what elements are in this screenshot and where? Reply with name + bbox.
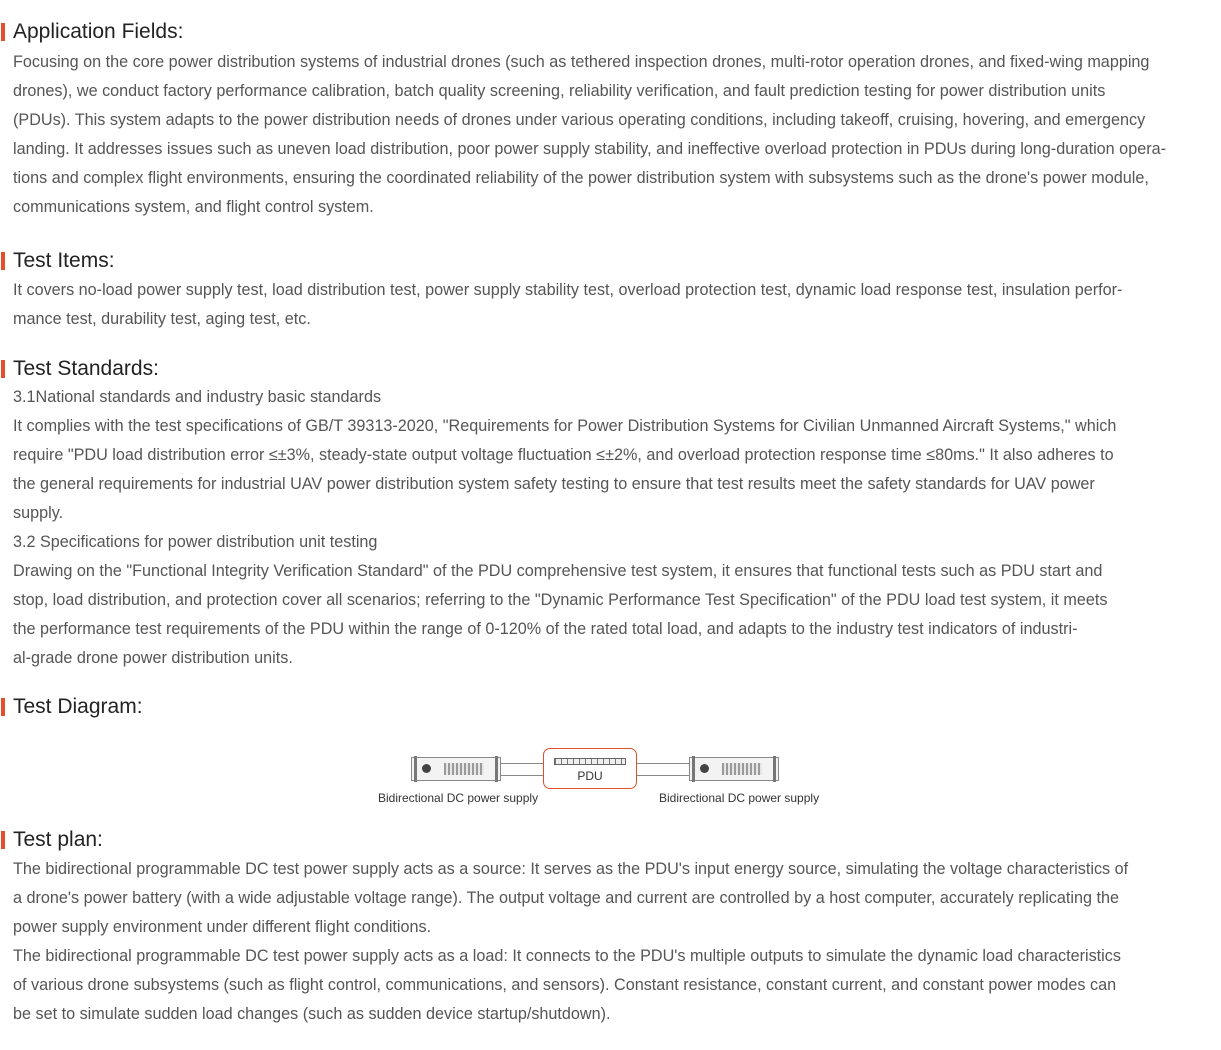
- test-items-section: [0, 248, 1221, 334]
- section-heading: Test plan:: [0, 827, 1221, 853]
- paragraph-line: (PDUs). This system adapts to the power distribution needs of drones under various operating conditions, including takeoff, cruising, hovering, and emergency: [13, 111, 1146, 129]
- test-diagram: [0, 745, 1221, 815]
- paragraph-line: a drone's power battery (with a wide adjustable voltage range). The output voltage and current are controlled by a host computer, accurately replicating the: [13, 889, 1119, 907]
- paragraph-line: Drawing on the "Functional Integrity Verification Standard" of the PDU comprehensive test system, it ensures that functional tests such as PDU start and: [13, 562, 1103, 580]
- paragraph-line: landing. It addresses issues such as uneven load distribution, poor power supply stability, and ineffective overload protection in PDUs during long-duration opera-: [13, 140, 1166, 158]
- application-fields-section: [0, 19, 1221, 222]
- connection-wire: [637, 775, 689, 776]
- connection-wire: [501, 775, 543, 776]
- section-heading: Test Items:: [0, 248, 1221, 274]
- paragraph-line: the performance test requirements of the PDU within the range of 0-120% of the rated total load, and adapts to the industry test indicators of industri-: [13, 620, 1078, 638]
- paragraph-line: mance test, durability test, aging test, etc.: [13, 310, 311, 328]
- left-supply-caption: Bidirectional DC power supply: [378, 791, 539, 805]
- paragraph-line: communications system, and flight control system.: [13, 198, 374, 216]
- section-paragraph: [0, 276, 1221, 334]
- section-heading: Application Fields:: [0, 19, 1221, 45]
- paragraph-line: 3.2 Specifications for power distribution unit testing: [13, 533, 378, 551]
- section-paragraph: [0, 855, 1221, 1029]
- paragraph-line: 3.1National standards and industry basic standards: [13, 388, 382, 406]
- pdu-label: PDU: [577, 769, 603, 783]
- paragraph-line: It complies with the test specifications of GB/T 39313-2020, "Requirements for Power Distribution Systems for Civilian Unmanned Aircraft Systems," which: [13, 417, 1117, 435]
- paragraph-line: al-grade drone power distribution units.: [13, 649, 293, 667]
- paragraph-line: The bidirectional programmable DC test power supply acts as a source: It serves as the PDU's input energy source, simulating the voltage characteristics of: [13, 860, 1129, 878]
- paragraph-line: supply.: [13, 504, 64, 522]
- pdu-box: [543, 748, 637, 789]
- right-power-supply-image: [689, 757, 779, 781]
- test-plan-section: [0, 827, 1221, 1029]
- section-heading: Test Diagram:: [0, 694, 1221, 720]
- paragraph-line: be set to simulate sudden load changes (such as sudden device startup/shutdown).: [13, 1005, 611, 1023]
- paragraph-line: It covers no-load power supply test, load distribution test, power supply stability test, overload protection test, dynamic load response test, insulation perfor-: [13, 281, 1123, 299]
- paragraph-line: drones), we conduct factory performance calibration, batch quality screening, reliability verification, and fault prediction testing for power distribution units: [13, 82, 1106, 100]
- right-supply-caption: Bidirectional DC power supply: [659, 791, 820, 805]
- paragraph-line: of various drone subsystems (such as flight control, communications, and sensors). Constant resistance, constant current, and constant power modes can: [13, 976, 1117, 994]
- paragraph-line: stop, load distribution, and protection cover all scenarios; referring to the "Dynamic Performance Test Specification" of the PDU load test system, it meets: [13, 591, 1108, 609]
- paragraph-line: tions and complex flight environments, ensuring the coordinated reliability of the power distribution system with subsystems such as the drone's power module,: [13, 169, 1149, 187]
- paragraph-line: require "PDU load distribution error ≤±3%, steady-state output voltage fluctuation ≤±2%, and overload protection response time ≤80ms." It also adheres to: [13, 446, 1114, 464]
- section-heading: Test Standards:: [0, 356, 1221, 382]
- paragraph-line: the general requirements for industrial UAV power distribution system safety testing to ensure that test results meet the safety standards for UAV power: [13, 475, 1095, 493]
- connection-wire: [637, 763, 689, 764]
- section-paragraph: [0, 48, 1221, 222]
- section-paragraph: [0, 383, 1221, 673]
- paragraph-line: The bidirectional programmable DC test power supply acts as a load: It connects to the PDU's multiple outputs to simulate the dynamic load characteristics: [13, 947, 1121, 965]
- paragraph-line: Focusing on the core power distribution systems of industrial drones (such as tethered inspection drones, multi-rotor operation drones, and fixed-wing mapping: [13, 53, 1150, 71]
- test-diagram-section: [0, 694, 1221, 720]
- connection-wire: [501, 763, 543, 764]
- test-standards-section: [0, 356, 1221, 673]
- pdu-strip-icon: [554, 758, 626, 765]
- paragraph-line: power supply environment under different flight conditions.: [13, 918, 432, 936]
- left-power-supply-image: [411, 757, 501, 781]
